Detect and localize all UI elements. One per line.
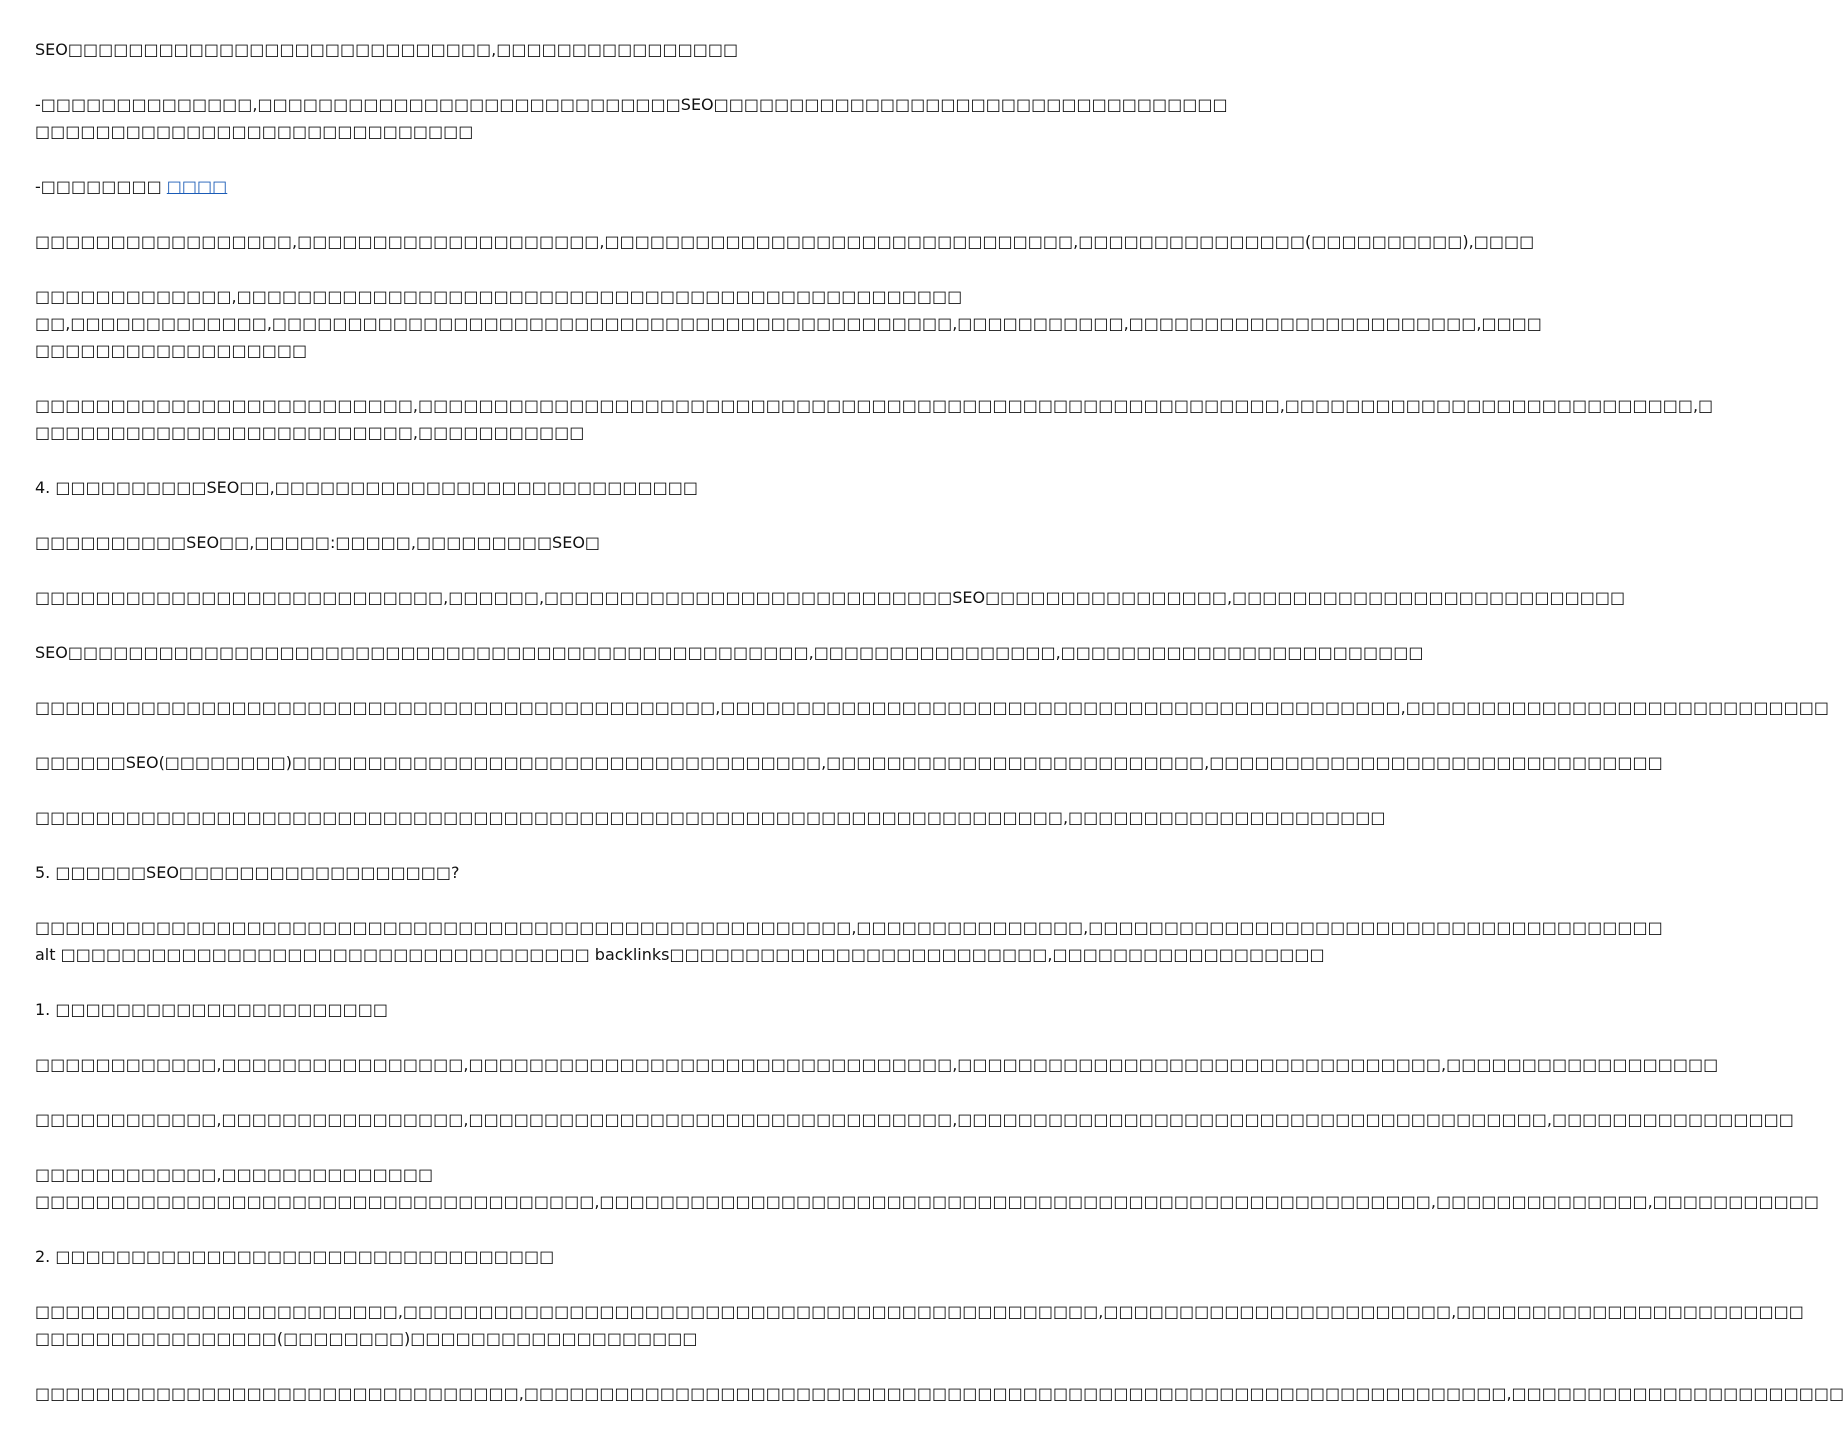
paragraph-line: □□□□□□□□□□□□□□□□□□□□□□□□□□□□□□□□□□□□□,□□□□□□□□□□□□□□□□□□□□□□□□□□□□□□□□□□□□□□□□□□□□□□□□□□□□□□□,□□□□□□□□□□□□□□,□□□□□□□□□□□ [35, 1192, 1819, 1211]
paragraph-line: 1. □□□□□□□□□□□□□□□□□□□□□□ [35, 1000, 388, 1019]
paragraph [35, 228, 1535, 255]
paragraph [35, 1298, 1804, 1352]
paragraph [35, 749, 1663, 776]
paragraph-line: □□□□□□□□□□□□□□□□□□□□□□□□□,□□□□□□□□□□□ [35, 423, 585, 442]
paragraph [35, 804, 1386, 831]
paragraph-line: □□□□□□□□□□□□□□□□□□ [35, 341, 308, 360]
paragraph-line: 4. □□□□□□□□□□SEO□□,□□□□□□□□□□□□□□□□□□□□□□□□□□□□ [35, 478, 698, 497]
paragraph-line: □□□□□□□□□□□□,□□□□□□□□□□□□□□□□,□□□□□□□□□□□□□□□□□□□□□□□□□□□□□□□□,□□□□□□□□□□□□□□□□□□□□□□□□□□□□□□□□,□□□□□□□□□□□□□□□□□□ [35, 1055, 1719, 1074]
paragraph [35, 1161, 1819, 1215]
paragraph-line: 5. □□□□□□SEO□□□□□□□□□□□□□□□□□□? [35, 863, 460, 882]
paragraph-line: □□□□□□□□□□□□□□□□□□□□□□□□□□□□□□□□□□□□□□□□□□□□□□□□□□□□□□□□□□□□□□□□□□□□,□□□□□□□□□□□□□□□□□□□□□ [35, 808, 1386, 827]
paragraph-line: SEO□□□□□□□□□□□□□□□□□□□□□□□□□□□□□□□□□□□□□□□□□□□□□□□□□,□□□□□□□□□□□□□□□□,□□□□□□□□□□□□□□□□□□□□□□□□ [35, 643, 1424, 662]
paragraph-line: □□□□□□□□□□□□□□□□(□□□□□□□□)□□□□□□□□□□□□□□□□□□□ [35, 1329, 698, 1348]
inline-link[interactable]: □□□□ [166, 177, 228, 196]
paragraph [35, 474, 990, 501]
paragraph-line: alt □□□□□□□□□□□□□□□□□□□□□□□□□□□□□□□□□□□ backlinks□□□□□□□□□□□□□□□□□□□□□□□□□,□□□□□□□□□□□□□□□□□□ [35, 945, 1325, 964]
paragraph-line: □□□□□□□□□□□□□,□□□□□□□□□□□□□□□□□□□□□□□□□□□□□□□□□□□□□□□□□□□□□□□□ [35, 287, 963, 306]
paragraph [35, 639, 1424, 666]
paragraph-line: □□□□□□□□□□SEO□□,□□□□□:□□□□□,□□□□□□□□□SEO□ [35, 533, 601, 552]
paragraph-line: □□□□□□□□□□□□□□□□□□□□□□□□□□□□□□□□□□□□□□□□□□□□□,□□□□□□□□□□□□□□□□□□□□□□□□□□□□□□□□□□□□□□□□□□□□□,□□□□□□□□□□□□□□□□□□□□□□□□□□□□ [35, 698, 1829, 717]
paragraph-line: □□□□□□□□□□□□,□□□□□□□□□□□□□□ [35, 1165, 434, 1184]
paragraph [35, 1106, 1794, 1133]
paragraph [35, 1243, 990, 1270]
paragraph [35, 996, 990, 1023]
paragraph-line: □□□□□□□□□□□□□□□□□,□□□□□□□□□□□□□□□□□□□□,□□□□□□□□□□□□□□□□□□□□□□□□□□□□□□□,□□□□□□□□□□□□□□□(□□□□□□□□□□),□□□□ [35, 232, 1535, 251]
paragraph-line: 2. □□□□□□□□□□□□□□□□□□□□□□□□□□□□□□□□□ [35, 1247, 555, 1266]
paragraph [35, 529, 990, 556]
document-body [35, 36, 1844, 1435]
paragraph-line: □□□□□□□□□□□□□□□□□□□□□□□□□□□□□ [35, 122, 474, 141]
paragraph-line: □□□□□□□□□□□□□□□□□□□□□□□□□,□□□□□□□□□□□□□□□□□□□□□□□□□□□□□□□□□□□□□□□□□□□□□□□□□□□□□□□□□,□□□□□□□□□□□□□□□□□□□□□□□□□□□,□ [35, 396, 1714, 415]
paragraph-line: -□□□□□□□□□□□□□□,□□□□□□□□□□□□□□□□□□□□□□□□□□□□SEO□□□□□□□□□□□□□□□□□□□□□□□□□□□□□□□□□□ [35, 95, 1228, 114]
paragraph [35, 173, 990, 200]
paragraph [35, 392, 1714, 446]
paragraph-line: □□□□□□□□□□□□□□□□□□□□□□□□□□□□□□□□□□□□□□□□□□□□□□□□□□□□□□,□□□□□□□□□□□□□□□,□□□□□□□□□□□□□□□□□□□□□□□□□□□□□□□□□□□□□□ [35, 918, 1663, 937]
paragraph-line: □□□□□□□□□□□□□□□□□□□□□□□□□□□□□□□□,□□□□□□□□□□□□□□□□□□□□□□□□□□□□□□□□□□□□□□□□□□□□□□□□□□□□□□□□□□□□□□□□□,□□□□□□□□□□□□□□□□□□□□□□ [35, 1384, 1844, 1403]
paragraph [35, 283, 1542, 364]
paragraph [35, 694, 1829, 721]
paragraph [35, 36, 990, 63]
paragraph [35, 914, 1663, 968]
link-prefix-text: -□□□□□□□□ [35, 177, 167, 196]
paragraph-line: SEO□□□□□□□□□□□□□□□□□□□□□□□□□□□□,□□□□□□□□□□□□□□□□ [35, 40, 739, 59]
paragraph-line [35, 173, 990, 200]
paragraph-line: □□,□□□□□□□□□□□□□,□□□□□□□□□□□□□□□□□□□□□□□□□□□□□□□□□□□□□□□□□□□□□,□□□□□□□□□□□,□□□□□□□□□□□□□□□□□□□□□□□,□□□□ [35, 314, 1542, 333]
paragraph-line: □□□□□□□□□□□□,□□□□□□□□□□□□□□□□,□□□□□□□□□□□□□□□□□□□□□□□□□□□□□□□□,□□□□□□□□□□□□□□□□□□□□□□□□□□□□□□□□□□□□□□□,□□□□□□□□□□□□□□□□ [35, 1110, 1794, 1129]
paragraph [35, 584, 1626, 611]
paragraph [35, 91, 1228, 145]
paragraph-line: □□□□□□□□□□□□□□□□□□□□□□□□□□□,□□□□□□,□□□□□□□□□□□□□□□□□□□□□□□□□□□SEO□□□□□□□□□□□□□□□□,□□□□□□□□□□□□□□□□□□□□□□□□□□ [35, 588, 1626, 607]
paragraph-line: □□□□□□SEO(□□□□□□□□)□□□□□□□□□□□□□□□□□□□□□□□□□□□□□□□□□□□,□□□□□□□□□□□□□□□□□□□□□□□□□,□□□□□□□□□□□□□□□□□□□□□□□□□□□□□□ [35, 753, 1663, 772]
paragraph [35, 1051, 1719, 1078]
paragraph [35, 1380, 1844, 1407]
paragraph [35, 859, 990, 886]
paragraph-line: □□□□□□□□□□□□□□□□□□□□□□□□,□□□□□□□□□□□□□□□□□□□□□□□□□□□□□□□□□□□□□□□□□□□□□□,□□□□□□□□□□□□□□□□□□□□□□□,□□□□□□□□□□□□□□□□□□□□□□□ [35, 1302, 1804, 1321]
